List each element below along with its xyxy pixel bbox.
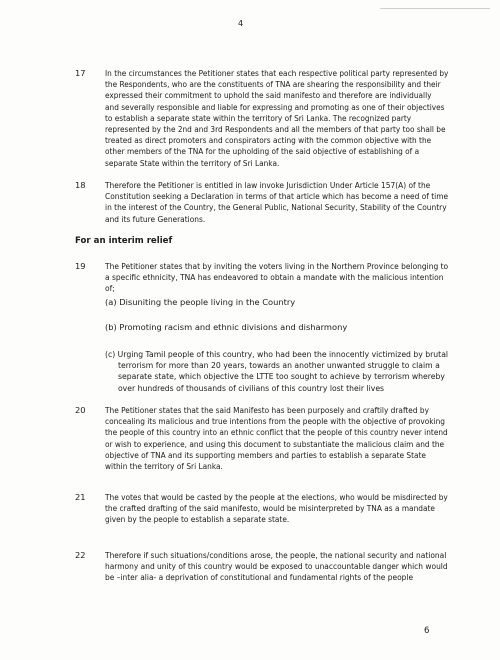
text-line: terrorism for more than 20 years, towards an another unwanted struggle to claim a xyxy=(117,360,440,371)
text-line: The Petitioner states that by inviting the voters living in the Northern Province belonging to xyxy=(105,261,449,271)
list-item-c xyxy=(105,349,475,394)
text-line: (a) Disuniting the people living in the Country xyxy=(105,297,296,307)
paragraph-number: 22 xyxy=(75,550,86,560)
text-line: given by the people to establish a separate state. xyxy=(105,514,290,525)
text-line: the people of this country into an ethnic conflict that the people of this country never intend xyxy=(105,427,448,438)
text-line: expressed their commitment to uphold the said manifesto and therefore are individually xyxy=(105,90,432,101)
text-line: Constitution seeking a Declaration in terms of that article which has become a need of time xyxy=(105,191,449,202)
text-line: of; xyxy=(105,283,115,294)
text-line: harmony and unity of this country would be exposed to unaccountable danger which would xyxy=(105,561,448,572)
text-line: separate State within the territory of Sri Lanka. xyxy=(105,157,280,168)
top-rule-divider xyxy=(380,8,490,9)
text-line: objective of TNA and its supporting members and parties to establish a separate State xyxy=(105,449,426,460)
page-number: 6 xyxy=(424,626,430,636)
paragraph-number: 20 xyxy=(75,405,86,415)
text-line: to establish a separate state within the territory of Sri Lanka. The recognized party xyxy=(105,112,412,123)
paragraph-number: 21 xyxy=(75,492,86,502)
paragraph-number: 17 xyxy=(75,68,86,78)
text-line: In the circumstances the Petitioner states that each respective political party represented by xyxy=(105,68,449,78)
list-item-b xyxy=(105,322,347,333)
text-line: in the interest of the Country, the General Public, National Security, Stability of the Country xyxy=(105,202,447,213)
text-line: (b) Promoting racism and ethnic divisions and disharmony xyxy=(105,322,348,332)
paragraph-text xyxy=(105,68,491,169)
paragraph-number: 19 xyxy=(75,261,86,271)
paragraph-text xyxy=(105,492,490,526)
text-line: within the territory of Sri Lanka. xyxy=(105,461,223,472)
list-item-a xyxy=(105,297,295,308)
paragraph-text xyxy=(105,261,485,295)
paragraph-text xyxy=(105,550,486,584)
text-line: concealing its malicious and true intentions from the people with the objective of provoking xyxy=(105,416,445,427)
text-line: the Respondents, who are the constituents of TNA are shearing the responsibility and their xyxy=(105,79,441,90)
section-heading: For an interim relief xyxy=(75,236,173,246)
text-line: (c) Urging Tamil people of this country, who had been the innocently victimized by brutal xyxy=(105,349,449,359)
text-line: be –inter alia- a deprivation of constitutional and fundamental rights of the people xyxy=(105,572,414,583)
text-line: and severally responsible and liable for expressing and promoting as one of their objectives xyxy=(105,101,445,112)
text-line: treated as direct promoters and conspirators acting with the common objective with the xyxy=(105,135,432,146)
text-line: Therefore if such situations/conditions arose, the people, the national security and national xyxy=(105,550,447,560)
text-line: The votes that would be casted by the people at the elections, who would be misdirected by xyxy=(105,492,448,502)
text-line: a specific ethnicity, TNA has endeavored to obtain a mandate with the malicious intention xyxy=(105,272,444,283)
text-line: and its future Generations. xyxy=(105,213,206,224)
paragraph-number: 18 xyxy=(75,180,86,190)
text-line: Therefore the Petitioner is entitled in law invoke Jurisdiction Under Article 157(A) of the xyxy=(105,180,431,190)
text-line: separate state, which objective the LTTE too sought to achieve by terrorism whereby xyxy=(117,371,445,382)
text-line: other members of the TNA for the upholding of the said objective of establishing of a xyxy=(105,146,420,157)
top-mark: 4 xyxy=(238,19,244,28)
paragraph-text xyxy=(105,405,490,472)
paragraph-text xyxy=(105,180,487,225)
text-line: the crafted drafting of the said manifesto, would be misinterpreted by TNA as a mandate xyxy=(105,503,435,514)
text-line: The Petitioner states that the said Manifesto has been purposely and craftily drafted by xyxy=(105,405,429,415)
text-line: represented by the 2nd and 3rd Respondents and all the members of that party too shall be xyxy=(105,124,446,135)
text-line: over hundreds of thousands of civilians of this country lost their lives xyxy=(117,382,385,393)
text-line: or wish to experience, and using this document to substantiate the malicious claim and the xyxy=(105,438,445,449)
